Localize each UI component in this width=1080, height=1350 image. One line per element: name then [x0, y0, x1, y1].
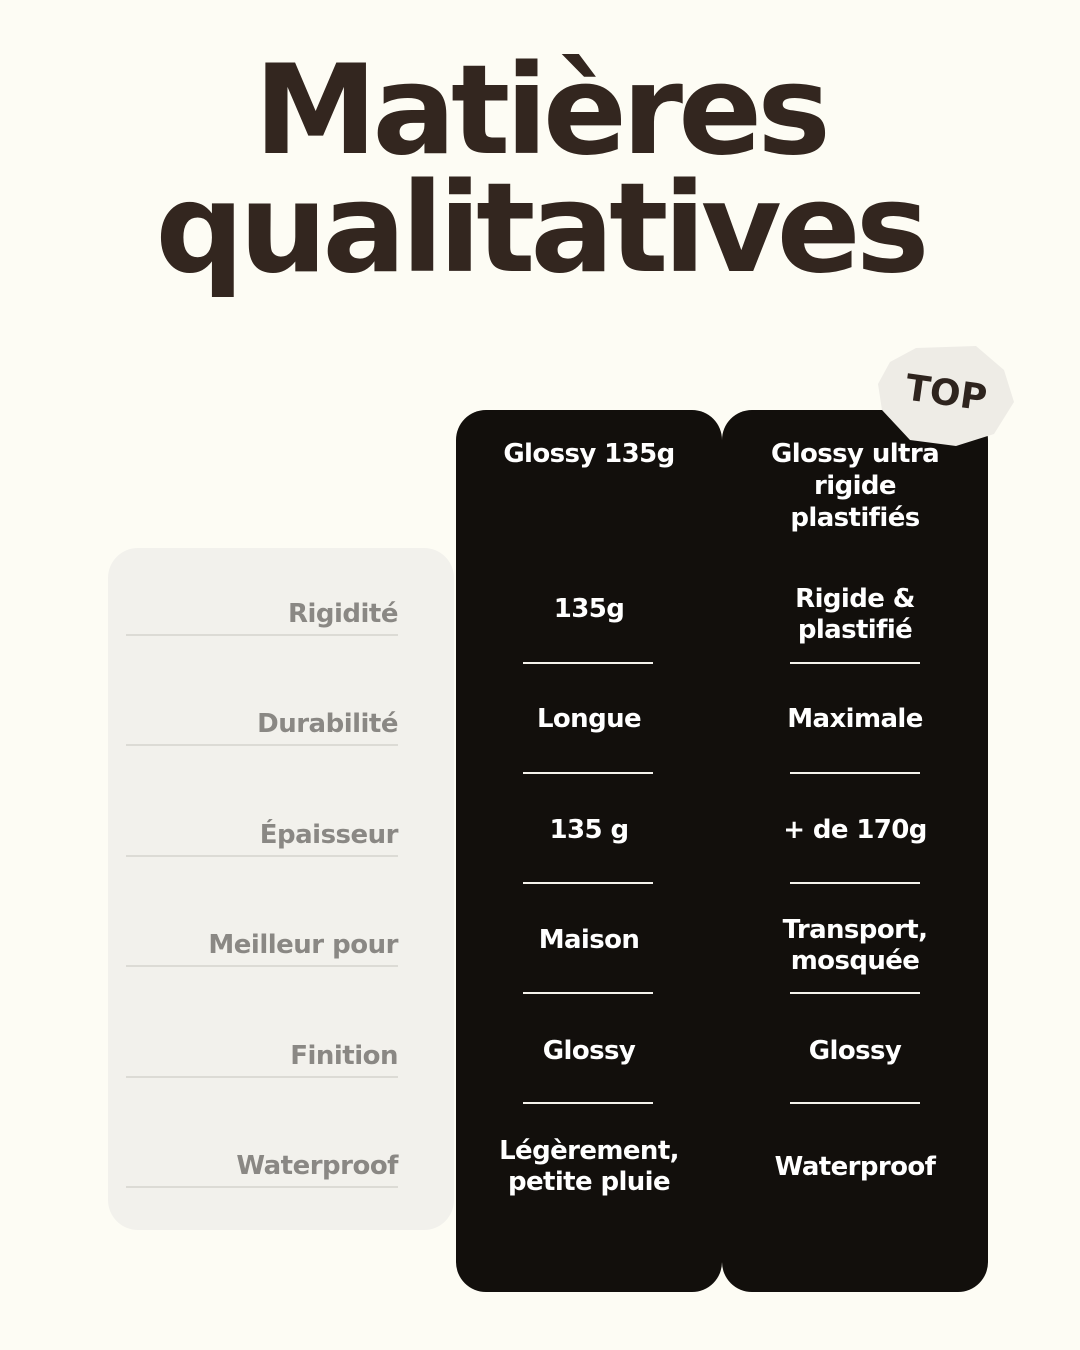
row-divider: [523, 992, 653, 994]
column-header-1: Glossy 135g: [503, 439, 675, 469]
column-header-2: Glossy ultra rigide plastifiés: [770, 439, 940, 533]
cell-durabilite-col2: Maximale: [787, 703, 923, 734]
page-title: [0, 39, 1080, 301]
cell-epaisseur-col2: + de 170g: [783, 814, 927, 845]
cell-waterproof-col2: Waterproof: [774, 1151, 936, 1182]
cell-finition-col2: Glossy: [808, 1035, 902, 1066]
cell-epaisseur-col1: 135 g: [549, 814, 629, 845]
cell-durabilite-col1: Longue: [536, 703, 642, 734]
row-divider: [523, 882, 653, 884]
row-label-epaisseur: Épaisseur: [126, 815, 398, 857]
top-badge-label: TOP: [902, 367, 990, 420]
row-divider: [523, 662, 653, 664]
cell-finition-col1: Glossy: [542, 1035, 636, 1066]
row-divider: [790, 772, 920, 774]
row-divider: [790, 1102, 920, 1104]
row-divider: [790, 992, 920, 994]
cell-waterproof-col1: Légèrement, petite pluie: [499, 1136, 679, 1197]
cell-meilleur-pour-col2: Transport, mosquée: [782, 915, 928, 976]
row-divider: [523, 1102, 653, 1104]
page-title-line-2: qualitatives: [155, 157, 925, 301]
row-labels-panel: [108, 548, 454, 1230]
cell-meilleur-pour-col1: Maison: [538, 924, 640, 955]
row-divider: [790, 882, 920, 884]
row-label-waterproof: Waterproof: [126, 1146, 398, 1188]
row-label-rigidite: Rigidité: [126, 594, 398, 636]
page-title-line-1: Matières: [253, 39, 826, 183]
cell-rigidite-col2: Rigide & plastifié: [795, 584, 915, 645]
row-divider: [790, 662, 920, 664]
row-label-finition: Finition: [126, 1036, 398, 1078]
row-label-durabilite: Durabilité: [126, 704, 398, 746]
row-divider: [523, 772, 653, 774]
cell-rigidite-col1: 135g: [553, 593, 625, 624]
row-label-meilleur-pour: Meilleur pour: [126, 925, 398, 967]
